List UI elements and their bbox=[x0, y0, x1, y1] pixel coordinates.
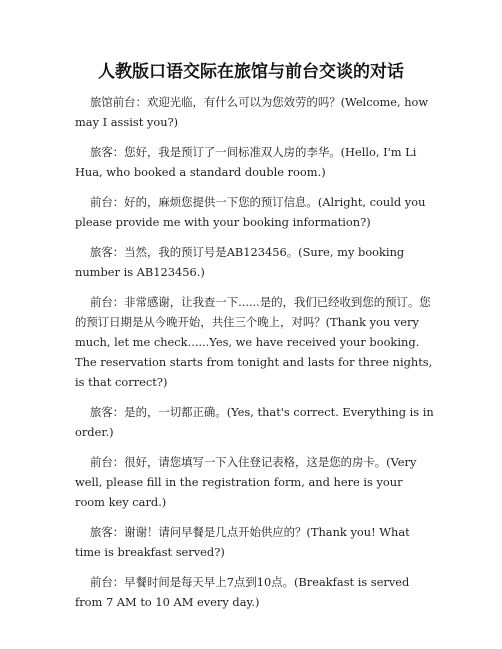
dialogue-paragraph: 旅客：当然，我的预订号是AB123456。(Sure, my booking number is AB123456.) bbox=[75, 245, 405, 279]
dialogue-paragraph: 前台：早餐时间是每天早上7点到10点。(Breakfast is served from 7 AM to 10 AM every day.) bbox=[75, 575, 410, 609]
dialogue-paragraph: 旅馆前台：欢迎光临，有什么可以为您效劳的吗？(Welcome, how may I assist you?) bbox=[75, 95, 429, 129]
dialogue-paragraph: 前台：很好，请您填写一下入住登记表格，这是您的房卡。(Very well, please fill in the registration form, and here is your room key card.) bbox=[75, 455, 417, 509]
dialogue-paragraph: 前台：非常感谢，让我查一下......是的，我们已经收到您的预订。您的预订日期是从今晚开始，共住三个晚上，对吗？(Thank you very much, let me check......Yes, we have received your booking. The reservation starts from tonight and lasts for three nights, is that correct?) bbox=[75, 295, 433, 389]
dialogue-paragraph: 旅客：谢谢！请问早餐是几点开始供应的？(Thank you! What time is breakfast served?) bbox=[75, 525, 410, 559]
document-title: 人教版口语交际在旅馆与前台交谈的对话 bbox=[98, 62, 404, 82]
dialogue-body bbox=[75, 92, 435, 622]
dialogue-paragraph: 前台：好的，麻烦您提供一下您的预订信息。(Alright, could you please provide me with your booking information?) bbox=[75, 195, 426, 229]
dialogue-paragraph: 旅客：您好，我是预订了一间标准双人房的李华。(Hello, I'm Li Hua, who booked a standard double room.) bbox=[75, 145, 417, 179]
dialogue-paragraph: 旅客：是的，一切都正确。(Yes, that's correct. Everything is in order.) bbox=[75, 405, 434, 439]
